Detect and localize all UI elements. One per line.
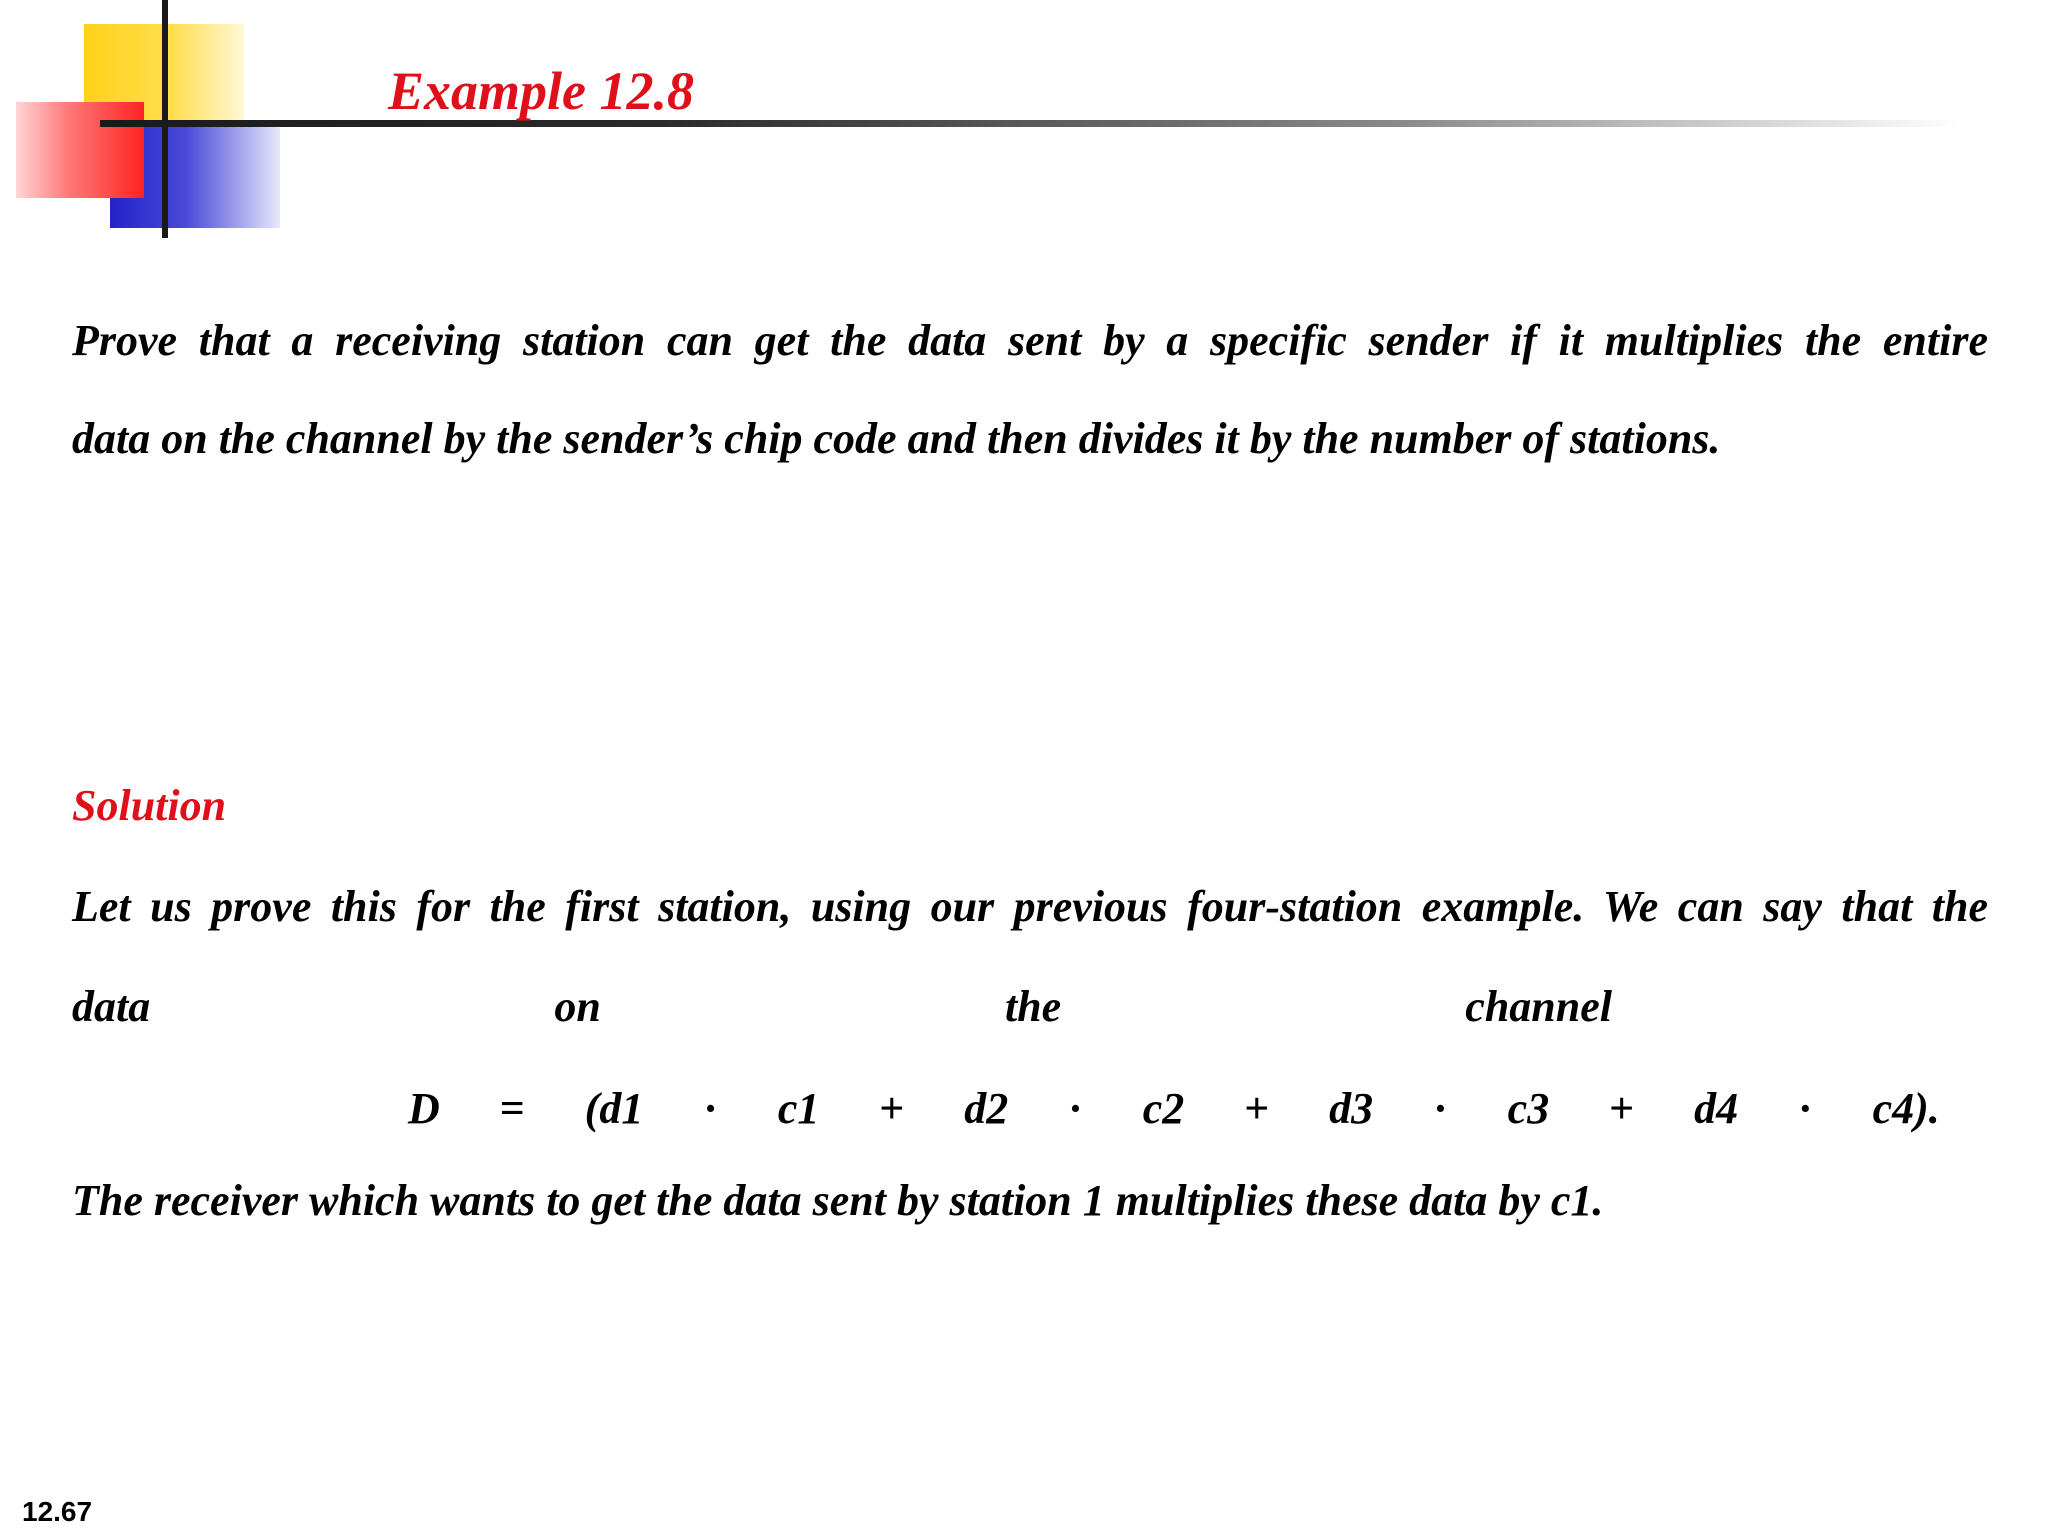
equation-term: c2: [1142, 1084, 1185, 1133]
equation-term: d2: [964, 1084, 1009, 1133]
equation-term: (d1: [584, 1084, 644, 1133]
equation-term: c1: [777, 1084, 820, 1133]
equation-term: c3: [1507, 1084, 1550, 1133]
equation-term: +: [879, 1084, 905, 1133]
equation-term: d4: [1694, 1084, 1739, 1133]
equation-term: +: [1244, 1084, 1270, 1133]
logo-vertical-bar: [162, 0, 168, 238]
equation-term: =: [499, 1084, 525, 1133]
problem-line-2: data on the channel by the sender’s chip code and then divides it by the number of stations.: [72, 414, 1721, 463]
equation: [408, 1060, 1940, 1158]
slide-title: Example 12.8: [388, 61, 694, 121]
solution-line-1: Let us prove this for the first station, using our previous four-station example. We can say that the: [72, 882, 1988, 931]
equation-term: D: [408, 1084, 440, 1133]
title-underline-bar: [100, 120, 1960, 127]
equation-term: c4).: [1872, 1084, 1940, 1133]
equation-term: ·: [1068, 1084, 1083, 1133]
solution-label: Solution: [72, 781, 227, 830]
solution-line-3: The receiver which wants to get the data sent by station 1 multiplies these data by c1.: [72, 1176, 1604, 1225]
equation-term: d3: [1329, 1084, 1374, 1133]
page-number: 12.67: [22, 1496, 93, 1527]
equation-term: ·: [1433, 1084, 1448, 1133]
equation-term: +: [1609, 1084, 1635, 1133]
solution-line-2: data on the channel: [72, 982, 1612, 1031]
equation-term: ·: [1798, 1084, 1813, 1133]
problem-line-1: Prove that a receiving station can get the data sent by a specific sender if it multiplies the entire: [72, 316, 1988, 365]
equation-term: ·: [703, 1084, 718, 1133]
logo-red-square: [16, 102, 144, 198]
